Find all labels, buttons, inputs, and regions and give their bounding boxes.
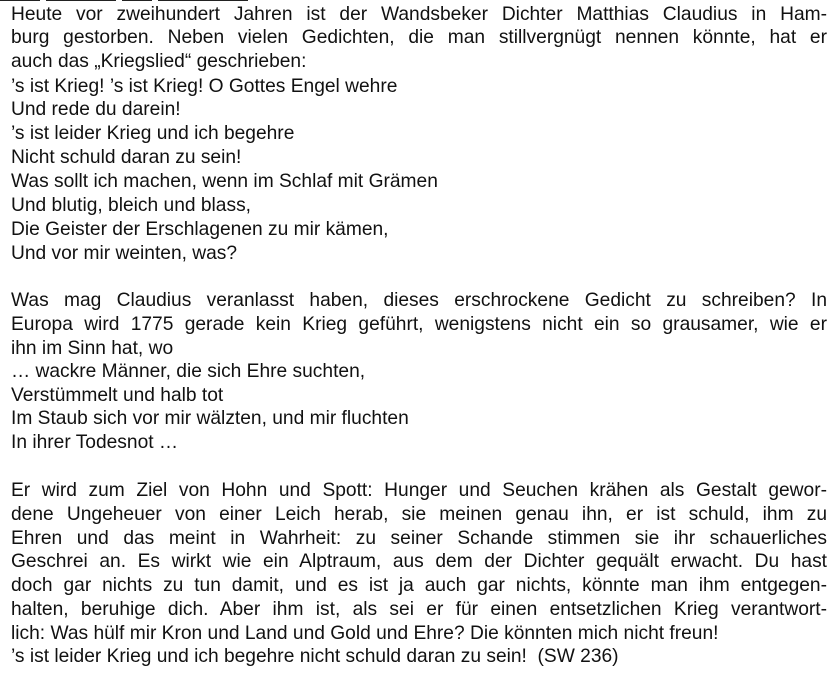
paragraph-3-line-7: lich: Was hülf mir Kron und Land und Gold und Ehre? Die könnten mich nicht freun! [11, 623, 719, 644]
poem-1-line-3: ’s ist leider Krieg und ich begehre [11, 123, 295, 144]
poem-2-line-2: Verstümmelt und halb tot [11, 385, 224, 406]
poem-1-line-2: Und rede du darein! [11, 99, 181, 120]
paragraph-1-line-1: Heute vor zweihundert Jahren ist der Wandsbeker Dichter Matthias Claudius in Ham- [11, 4, 827, 25]
cropped-previous-line [0, 0, 300, 2]
paragraph-3-line-6: halten, beruhige dich. Aber ihm ist, als sei er für einen entsetzlichen Krieg verantwort- [11, 599, 827, 620]
poem-1-line-6: Und blutig, bleich und blass, [11, 195, 251, 216]
paragraph-1-line-2: burg gestorben. Neben vielen Gedichten, die man stillvergnügt nennen könnte, hat er [11, 27, 827, 48]
poem-1-line-1: ’s ist Krieg! ’s ist Krieg! O Gottes Engel wehre [11, 76, 398, 97]
poem-1-line-4: Nicht schuld daran zu sein! [11, 147, 242, 168]
paragraph-3-line-2: dene Ungeheuer von einer Leich herab, sie meinen genau ihn, er ist schuld, ihm zu [11, 504, 827, 525]
poem-1-line-8: Und vor mir weinten, was? [11, 243, 238, 264]
paragraph-3-line-8: ’s ist leider Krieg und ich begehre nicht schuld daran zu sein! (SW 236) [11, 646, 619, 667]
poem-2-line-1: … wackre Männer, die sich Ehre suchten, [11, 361, 366, 382]
paragraph-2-line-1: Was mag Claudius veranlasst haben, dieses erschrockene Gedicht zu schreiben? In [11, 290, 827, 311]
paragraph-2-line-3: ihn im Sinn hat, wo [11, 338, 174, 359]
poem-2-line-4: In ihrer Todesnot … [11, 432, 179, 453]
paragraph-3-line-1: Er wird zum Ziel von Hohn und Spott: Hunger und Seuchen krähen als Gestalt gewor- [11, 480, 827, 501]
poem-2-line-3: Im Staub sich vor mir wälzten, und mir fluchten [11, 408, 409, 429]
poem-1-line-5: Was sollt ich machen, wenn im Schlaf mit Grämen [11, 171, 438, 192]
paragraph-3-line-5: doch gar nichts zu tun damit, und es ist ja auch gar nichts, könnte man ihm entgegen- [11, 575, 827, 596]
poem-1-line-7: Die Geister der Erschlagenen zu mir kämen, [11, 219, 389, 240]
paragraph-3-line-4: Geschrei an. Es wirkt wie ein Alptraum, aus dem der Dichter gequält erwacht. Du hast [11, 551, 827, 572]
paragraph-3-line-3: Ehren und das meint in Wahrheit: zu seiner Schande stimmen sie ihr schauerliches [11, 528, 827, 549]
paragraph-1-line-3: auch das „Kriegslied“ geschrieben: [11, 51, 307, 72]
paragraph-2-line-2: Europa wird 1775 gerade kein Krieg geführt, wenigstens nicht ein so grausamer, wie er [11, 314, 827, 335]
